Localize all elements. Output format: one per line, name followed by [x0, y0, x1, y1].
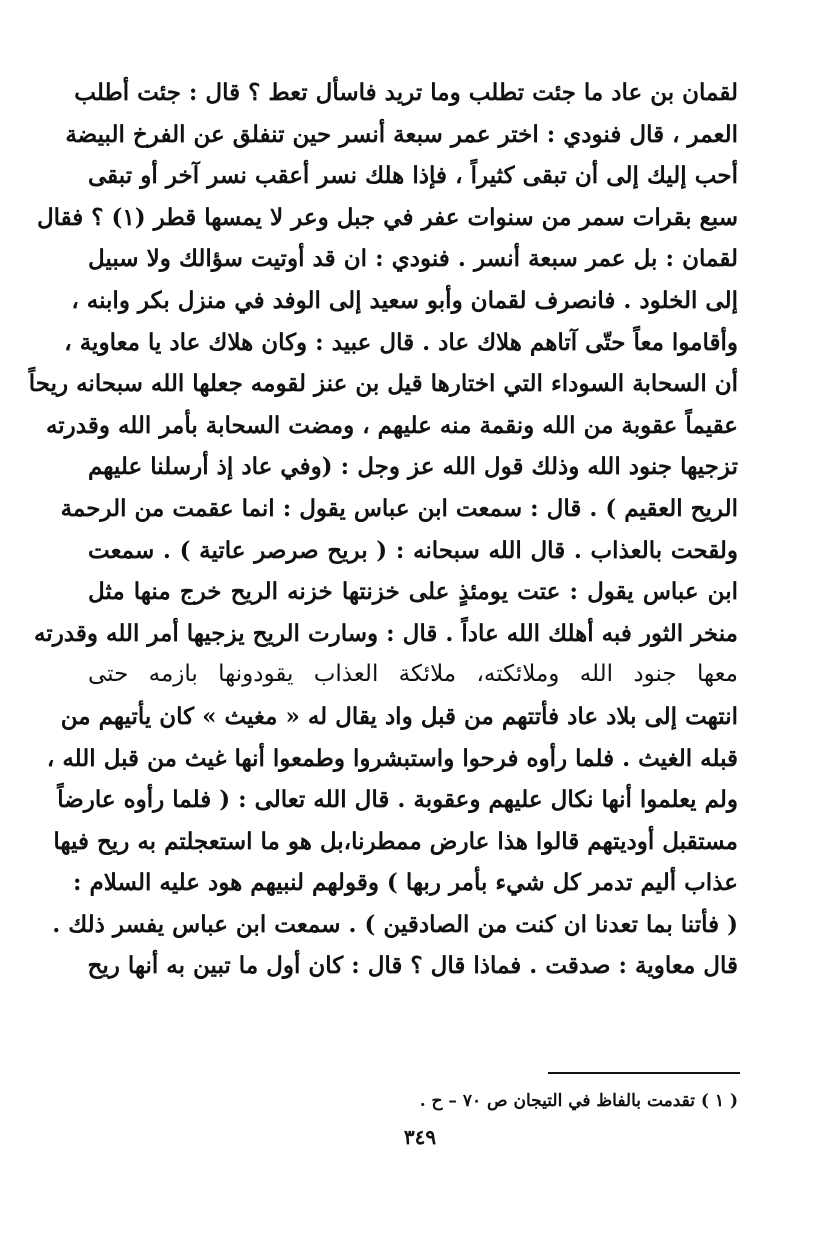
footnote: ( ١ ) تقدمت بالفاظ في التيجان ص ٧٠ – ح .	[419, 1091, 738, 1111]
text-line-12: ولقحت بالعذاب . قال الله سبحانه : ( بريح صرصر عاتية ) . سمعت	[88, 536, 738, 564]
main-text-block	[28, 72, 738, 987]
text-line-20: عذاب أليم تدمر كل شيء بأمر ربها ) وقولهم لنبيهم هود عليه السلام :	[73, 869, 738, 897]
text-line-13: ابن عباس يقول : عتت يومئذٍ على خزنتها خزنه الريح خرج منها مثل	[88, 578, 738, 606]
text-line-16: انتهت إلى بلاد عاد فأتتهم من قبل واد يقال له « مغيث » كان يأتيهم من	[60, 702, 738, 730]
text-line-22: قال معاوية : صدقت . فماذا قال ؟ قال : كان أول ما تبين به أنها ريح	[87, 952, 738, 980]
text-line-5: لقمان : بل عمر سبعة أنسر . فنودي : ان قد أوتيت سؤالك ولا سبيل	[88, 245, 738, 273]
text-line-2: العمر ، قال فنودي : اختر عمر سبعة أنسر حين تنفلق عن الفرخ البيضة	[65, 120, 738, 148]
text-line-21: ( فأتنا بما تعدنا ان كنت من الصادقين ) . سمعت ابن عباس يفسر ذلك .	[52, 910, 738, 938]
text-line-4: سبع بقرات سمر من سنوات عفر في جبل وعر لا يمسها قطر (١) ؟ فقال	[36, 203, 738, 231]
text-line-1: لقمان بن عاد ما جئت تطلب وما تريد فاسأل تعط ؟ قال : جئت أطلب	[74, 79, 738, 106]
page-number: ٣٤٩	[403, 1125, 437, 1149]
text-line-19: مستقبل أوديتهم قالوا هذا عارض ممطرنا،بل هو ما استعجلتم به ريح فيها	[53, 827, 738, 855]
text-line-11: الريح العقيم ) . قال : سمعت ابن عباس يقول : انما عقمت من الرحمة	[60, 494, 738, 522]
text-line-8: أن السحابة السوداء التي اختارها قيل بن عنز لقومه جعلها الله سبحانه ريحاً	[28, 370, 738, 398]
text-line-3: أحب إليك إلى أن تبقى كثيراً ، فإذا هلك نسر أعقب نسر آخر أو تبقى	[88, 162, 738, 190]
text-line-14: منخر الثور فبه أهلك الله عاداً . قال : وسارت الريح يزجيها أمر الله وقدرته	[33, 619, 738, 647]
text-line-15: معها جنود الله وملائكته، ملائكة العذاب يقودونها بازمه حتى	[88, 661, 738, 688]
text-line-18: ولم يعلموا أنها نكال عليهم وعقوبة . قال الله تعالى : ( فلما رأوه عارضاً	[57, 786, 738, 814]
text-line-7: وأقاموا معاً حتّى آتاهم هلاك عاد . قال عبيد : وكان هلاك عاد يا معاوية ،	[64, 328, 738, 356]
text-line-17: قبله الغيث . فلما رأوه فرحوا واستبشروا وطمعوا أنها غيث من قبل الله ،	[46, 744, 738, 772]
text-line-9: عقيماً عقوبة من الله ونقمة منه عليهم ، ومضت السحابة بأمر الله وقدرته	[45, 411, 738, 439]
footnote-divider	[548, 1072, 740, 1074]
text-line-10: تزجيها جنود الله وذلك قول الله عز وجل : (وفي عاد إذ أرسلنا عليهم	[88, 453, 738, 481]
text-line-6: إلى الخلود . فانصرف لقمان وأبو سعيد إلى الوفد في منزل بكر وابنه ،	[71, 286, 738, 314]
